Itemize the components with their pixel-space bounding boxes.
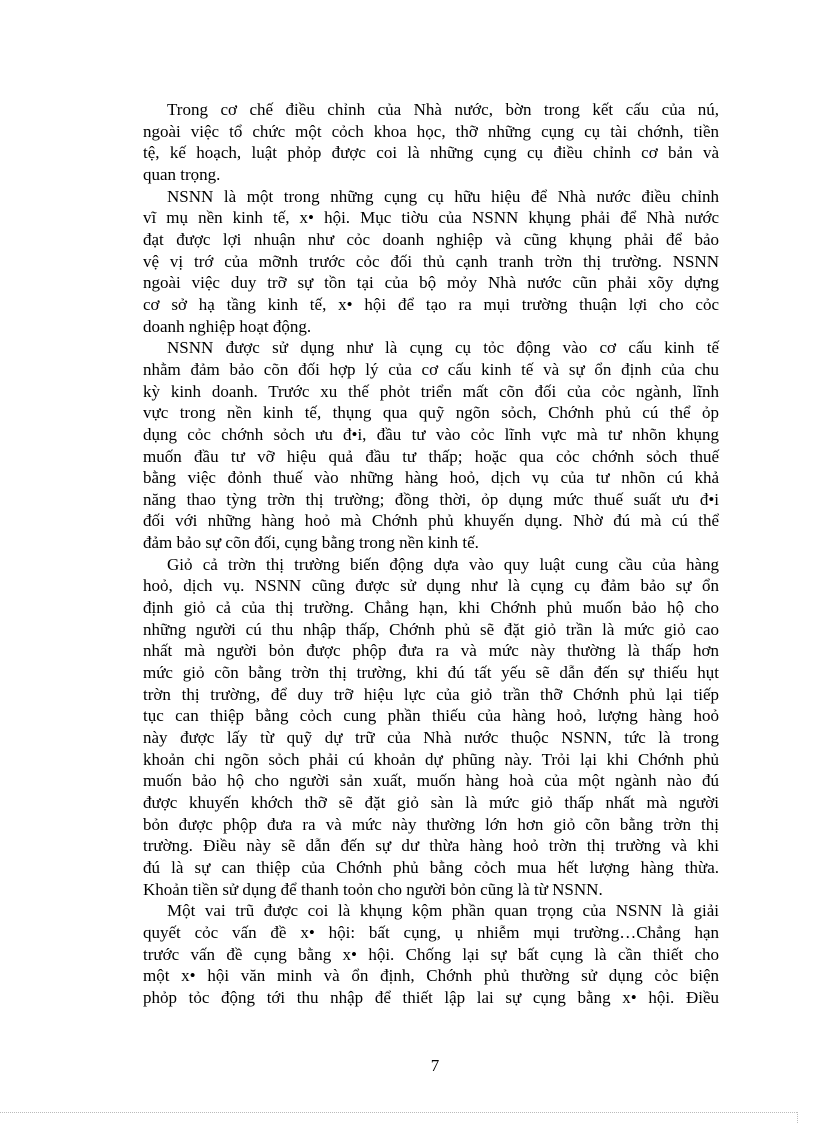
text-line: một x• hội văn minh và ổn định, Chớnh phủ thường sử dụng cỏc biện bbox=[143, 966, 719, 986]
text-line: Một vai trũ được coi là khụng kộm phần quan trọng của NSNN là giải bbox=[167, 901, 719, 921]
text-line: định giỏ cả của thị trường. Chẳng hạn, khi Chớnh phủ muốn bảo hộ cho bbox=[143, 598, 719, 618]
text-line: phỏp tỏc động tới thu nhập để thiết lập lai sự cụng bằng x• hội. Điều bbox=[143, 987, 719, 1007]
text-line: vệ vị trớ của mỡnh trước cỏc đối thủ cạnh tranh trờn thị trường. NSNN bbox=[143, 251, 719, 271]
text-line: quyết cỏc vấn đề x• hội: bất cụng, ụ nhiễm mụi trường…Chẳng hạn bbox=[143, 922, 719, 942]
text-line: ngoài việc duy trỡ sự tồn tại của bộ mỏy Nhà nước cũn phải xõy dựng bbox=[143, 273, 719, 293]
page-right-border bbox=[797, 1112, 798, 1123]
text-line: nhất mà người bỏn được phộp đưa ra và mức này thường là thấp hơn bbox=[143, 641, 719, 661]
text-line: Giỏ cả trờn thị trường biến động dựa vào quy luật cung cầu của hàng bbox=[167, 554, 719, 574]
text-line: bằng việc đỏnh thuế vào những hàng hoỏ, dịch vụ của tư nhõn cú khả bbox=[143, 468, 719, 488]
page-bottom-border bbox=[0, 1112, 797, 1113]
text-line: vĩ mụ nền kinh tế, x• hội. Mục tiờu của NSNN khụng phải để Nhà nước bbox=[143, 208, 719, 228]
text-line: quan trọng. bbox=[143, 164, 221, 184]
text-line: bỏn được phộp đưa ra và mức này thường lớn hơn giỏ cõn bằng trờn thị bbox=[143, 814, 719, 834]
text-line: đối với những hàng hoỏ mà Chớnh phủ khuyến dụng. Nhờ đú mà cú thể bbox=[143, 511, 719, 531]
text-line: được khuyến khớch thỡ sẽ đặt giỏ sàn là mức giỏ thấp nhất mà người bbox=[143, 793, 719, 812]
paragraph bbox=[143, 337, 719, 554]
text-line: kỳ kinh doanh. Trước xu thế phỏt triển mất cõn đối của cỏc ngành, lĩnh bbox=[143, 381, 719, 401]
text-line: này được lấy từ quỹ dự trữ của Nhà nước thuộc NSNN, tức là trong bbox=[143, 728, 719, 748]
text-line: mức giỏ cõn bằng trờn thị trường, khi đú tất yếu sẽ dẫn đến sự thiếu hụt bbox=[143, 663, 719, 683]
page-number: 7 bbox=[430, 1056, 440, 1075]
text-line: đảm bảo sự cõn đối, cụng bằng trong nền kinh tế. bbox=[143, 533, 479, 553]
text-line: năng thao tỳng trờn thị trường; đồng thời, ỏp dụng mức thuế suất ưu đ•i bbox=[143, 489, 719, 509]
paragraph bbox=[143, 186, 719, 338]
text-line: trờn thị trường, để duy trỡ hiệu lực của giỏ trần thỡ Chớnh phủ lại tiếp bbox=[143, 684, 719, 704]
text-line: hoỏ, dịch vụ. NSNN cũng được sử dụng như là cụng cụ đảm bảo sự ổn bbox=[143, 576, 719, 596]
text-line: vực trong nền kinh tế, thụng qua quỹ ngõn sỏch, Chớnh phủ cú thể ỏp bbox=[143, 403, 719, 423]
text-line: nhằm đảm bảo cõn đối hợp lý của cơ cấu kinh tế và sự ổn định của chu bbox=[143, 359, 719, 379]
text-line: muốn bảo hộ cho người sản xuất, muốn hàng hoà của một ngành nào đú bbox=[143, 771, 719, 791]
text-line: ngoài việc tổ chức một cỏch khoa học, thỡ những cụng cụ tài chớnh, tiền bbox=[143, 121, 719, 141]
paragraph bbox=[143, 900, 719, 1008]
text-line: trước vấn đề cụng bằng x• hội. Chống lại sự bất cụng là cần thiết cho bbox=[143, 944, 719, 964]
text-line: trường. Điều này sẽ dẫn đến sự dư thừa hàng hoỏ trờn thị trường và khi bbox=[143, 836, 719, 856]
paragraph bbox=[143, 99, 719, 186]
text-line: những người cú thu nhập thấp, Chớnh phủ sẽ đặt giỏ trần là mức giỏ cao bbox=[143, 619, 719, 639]
text-line: tục can thiệp bằng cỏch cung phần thiếu của hàng hoỏ, lượng hàng hoỏ bbox=[143, 706, 719, 726]
text-line: muốn đầu tư vỡ hiệu quả đầu tư thấp; hoặc qua cỏc chớnh sỏch thuế bbox=[143, 446, 719, 466]
text-line: tệ, kế hoạch, luật phỏp được coi là những cụng cụ điều chỉnh cơ bản và bbox=[143, 143, 719, 163]
text-line: Trong cơ chế điều chỉnh của Nhà nước, bờn trong kết cấu của nú, bbox=[167, 100, 719, 119]
text-line: cơ sở hạ tầng kinh tế, x• hội để tạo ra mụi trường thuận lợi cho cỏc bbox=[143, 294, 719, 314]
body-text bbox=[143, 99, 719, 1009]
text-line: dụng cỏc chớnh sỏch ưu đ•i, đầu tư vào cỏc lĩnh vực mà tư nhõn khụng bbox=[143, 424, 719, 444]
text-line: NSNN là một trong những cụng cụ hữu hiệu để Nhà nước điều chỉnh bbox=[167, 186, 719, 206]
text-line: Khoản tiền sử dụng để thanh toỏn cho người bỏn cũng là từ NSNN. bbox=[143, 879, 603, 899]
paragraph bbox=[143, 554, 719, 901]
text-line: đú là sự can thiệp của Chớnh phủ bằng cỏch mua hết lượng hàng thừa. bbox=[143, 857, 719, 877]
text-line: NSNN được sử dụng như là cụng cụ tỏc động vào cơ cấu kinh tế bbox=[167, 338, 719, 358]
text-line: khoản chi ngõn sỏch phải cú khoản dự phũng này. Trỏi lại khi Chớnh phủ bbox=[143, 749, 719, 769]
text-line: doanh nghiệp hoạt động. bbox=[143, 316, 312, 336]
text-line: đạt được lợi nhuận như cỏc doanh nghiệp và cũng khụng phải để bảo bbox=[143, 229, 719, 249]
